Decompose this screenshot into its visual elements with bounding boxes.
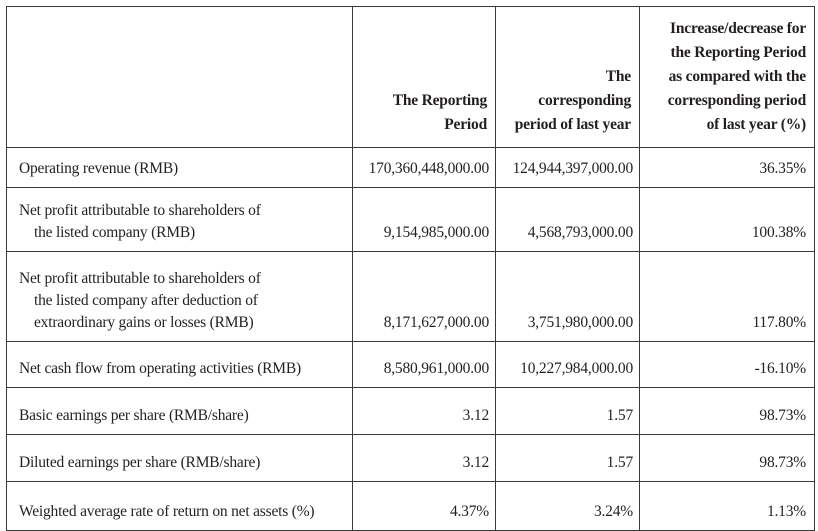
header-corresponding-period: The corresponding period of last year	[496, 7, 640, 148]
financial-indicators-table	[6, 6, 815, 531]
row-label: Net profit attributable to shareholders of the listed company (RMB)	[7, 188, 353, 252]
table-row	[7, 435, 815, 482]
header-row	[7, 7, 815, 148]
change-value: 36.35%	[640, 148, 815, 188]
change-value: -16.10%	[640, 342, 815, 388]
current-value: 8,171,627,000.00	[353, 252, 496, 342]
previous-value: 4,568,793,000.00	[496, 188, 640, 252]
table-row	[7, 252, 815, 342]
previous-value: 3.24%	[496, 482, 640, 531]
change-value: 100.38%	[640, 188, 815, 252]
table-row	[7, 342, 815, 388]
change-value: 117.80%	[640, 252, 815, 342]
row-label: Net cash flow from operating activities (RMB)	[7, 342, 353, 388]
previous-value: 3,751,980,000.00	[496, 252, 640, 342]
table-row	[7, 148, 815, 188]
row-label: Diluted earnings per share (RMB/share)	[7, 435, 353, 482]
row-label: Operating revenue (RMB)	[7, 148, 353, 188]
current-value: 9,154,985,000.00	[353, 188, 496, 252]
current-value: 3.12	[353, 435, 496, 482]
row-label: Weighted average rate of return on net assets (%)	[7, 482, 353, 531]
change-value: 1.13%	[640, 482, 815, 531]
header-item-column	[7, 7, 353, 148]
previous-value: 10,227,984,000.00	[496, 342, 640, 388]
header-change-percent: Increase/decrease for the Reporting Period as compared with the corresponding period of last year (%)	[640, 7, 815, 148]
row-label: Net profit attributable to shareholders of the listed company after deduction of extraordinary gains or losses (RMB)	[7, 252, 353, 342]
header-reporting-period: The Reporting Period	[353, 7, 496, 148]
previous-value: 1.57	[496, 435, 640, 482]
table-row	[7, 482, 815, 531]
previous-value: 124,944,397,000.00	[496, 148, 640, 188]
row-label: Basic earnings per share (RMB/share)	[7, 388, 353, 435]
change-value: 98.73%	[640, 388, 815, 435]
current-value: 170,360,448,000.00	[353, 148, 496, 188]
table-row	[7, 188, 815, 252]
current-value: 3.12	[353, 388, 496, 435]
previous-value: 1.57	[496, 388, 640, 435]
change-value: 98.73%	[640, 435, 815, 482]
current-value: 4.37%	[353, 482, 496, 531]
current-value: 8,580,961,000.00	[353, 342, 496, 388]
table-row	[7, 388, 815, 435]
